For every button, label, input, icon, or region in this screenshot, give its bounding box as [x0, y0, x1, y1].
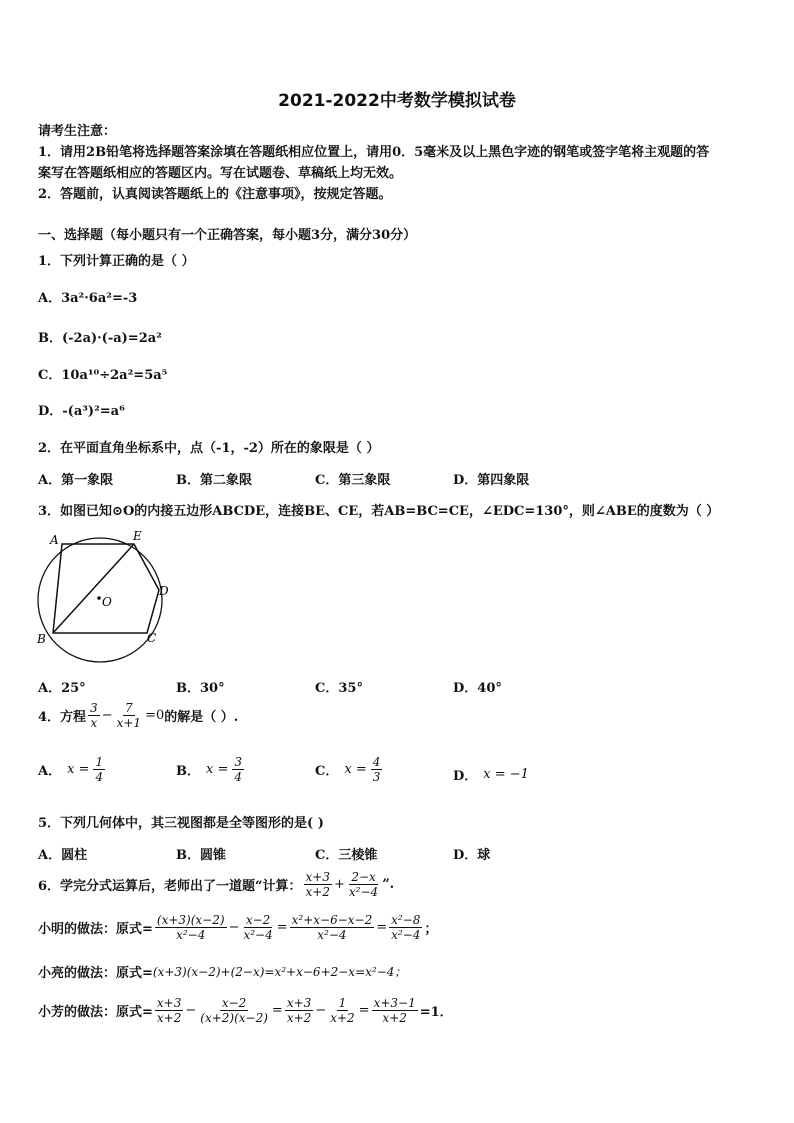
label-o: O — [102, 595, 112, 609]
q3-option-a[interactable]: A．25° — [38, 681, 86, 696]
q5-option-c[interactable]: C．三棱锥 — [315, 848, 378, 863]
q4-frac-1: $\frac{3}{x}$ — [90, 701, 98, 730]
q4-stem: 4．方程 $\frac{3}{x}$ − $\frac{7}{x+1}$ =0 的解是（ ）. — [38, 701, 239, 730]
q3-option-c[interactable]: C．35° — [315, 681, 363, 696]
q4-option-c[interactable]: C． x = $\frac{4}{3}$ — [315, 755, 381, 784]
q4-option-d[interactable]: D． x = −1 — [453, 767, 529, 784]
notice-item-1: 1．请用2B铅笔将选择题答案涂填在答题纸相应位置上，请用0．5毫米及以上黑色字迹的钢笔或签字笔将主观题的答 — [38, 145, 710, 160]
label-c: C — [147, 631, 157, 645]
q3-figure-pentagon-in-circle — [30, 528, 180, 663]
q2-option-c[interactable]: C．第三象限 — [315, 473, 391, 488]
q1-option-c[interactable]: C．10a¹⁰÷2a²=5a⁵ — [38, 368, 168, 383]
q2-stem: 2．在平面直角坐标系中，点（-1，-2）所在的象限是（ ） — [38, 441, 380, 456]
q2-option-d[interactable]: D．第四象限 — [453, 473, 530, 488]
q1-option-d[interactable]: D．-(a³)²=a⁶ — [38, 404, 125, 419]
q6-xiaoliang-solution: 小亮的做法：原式= (x+3)(x−2)+(2−x)=x²+x−6+2−x=x²−4； — [38, 965, 407, 981]
q4-prefix: 4．方程 — [38, 710, 87, 725]
page-title: 2021-2022中考数学模拟试卷 — [278, 91, 516, 111]
notice-heading: 请考生注意： — [38, 124, 117, 139]
q4-option-a[interactable]: A． x = $\frac{1}{4}$ — [38, 755, 104, 784]
segment-be — [53, 544, 134, 633]
notice-item-1-cont: 案写在答题纸相应的答题区内。写在试题卷、草稿纸上均无效。 — [38, 166, 403, 181]
q1-stem: 1．下列计算正确的是（ ） — [38, 254, 195, 269]
q1-option-a[interactable]: A．3a²·6a²=-3 — [38, 291, 138, 306]
q4-option-b[interactable]: B． x = $\frac{3}{4}$ — [176, 755, 242, 784]
q5-option-d[interactable]: D．球 — [453, 848, 491, 863]
q2-option-a[interactable]: A．第一象限 — [38, 473, 114, 488]
q6-stem: 6．学完分式运算后，老师出了一道题“计算： $\frac{x+3}{x+2}$ + $\frac{2-x}{\text{x²−4}}$ ”. — [38, 870, 395, 899]
label-e: E — [133, 529, 142, 543]
q6-prefix: 6．学完分式运算后，老师出了一道题“计算： — [38, 879, 302, 894]
q4-suffix: 的解是（ ）. — [164, 710, 239, 725]
q5-option-b[interactable]: B．圆锥 — [176, 848, 226, 863]
label-a: A — [50, 533, 59, 547]
center-dot — [97, 596, 101, 600]
q3-option-d[interactable]: D．40° — [453, 681, 502, 696]
label-b: B — [37, 632, 46, 646]
q6-xiaoming-solution: 小明的做法：原式= $\frac{(x+3)(x-2)}{\text{x²−4}}$ − $\frac{x-2}{\text{x²−4}}$ = $\frac{\text{x²+x−6−x−2}}{\text{x²−4}}$ = $\frac{\text{x²−8}}{\text{x²−4}}$ ； — [38, 913, 438, 942]
q3-stem: 3．如图已知⊙O的内接五边形ABCDE，连接BE、CE，若AB=BC=CE，∠EDC=130°，则∠ABE的度数为（ ） — [38, 504, 720, 519]
q4-frac-2: $\frac{7}{x+1}$ — [116, 701, 142, 730]
label-d: D — [159, 584, 169, 598]
q5-option-a[interactable]: A．圆柱 — [38, 848, 88, 863]
q6-xiaofang-solution: 小芳的做法：原式= $\frac{x+3}{x+2}$ − $\frac{x-2}{(x+2)(x-2)}$ = $\frac{x+3}{x+2}$ − $\frac{1}{x+2}$ = $\frac{x+3-1}{x+2}$ =1． — [38, 996, 453, 1025]
q1-option-b[interactable]: B．(-2a)·(-a)=2a² — [38, 331, 162, 346]
pentagon-abcde — [53, 544, 159, 633]
q2-option-b[interactable]: B．第二象限 — [176, 473, 252, 488]
q3-option-b[interactable]: B．30° — [176, 681, 225, 696]
q5-stem: 5．下列几何体中，其三视图都是全等图形的是( ) — [38, 816, 324, 831]
q4-rhs: =0 — [145, 708, 165, 723]
section-heading: 一、选择题（每小题只有一个正确答案，每小题3分，满分30分） — [38, 228, 417, 243]
notice-item-2: 2．答题前，认真阅读答题纸上的《注意事项》，按规定答题。 — [38, 187, 392, 202]
